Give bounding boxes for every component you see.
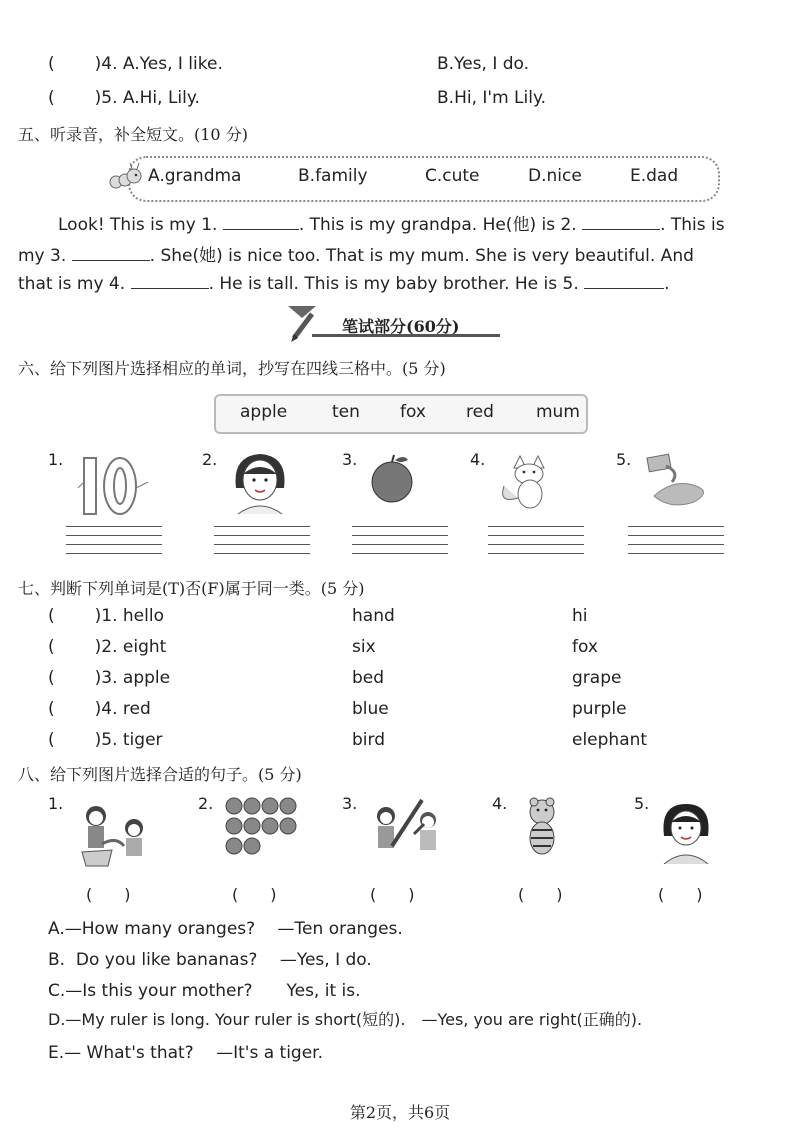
judge-row-1-word-2: hand <box>352 606 395 626</box>
pic-number-3: 3. <box>342 450 358 469</box>
judge-row-4: ( )4. red <box>48 699 151 719</box>
judge-row-4-word-3: purple <box>572 699 627 719</box>
sentence-a: A.—How many oranges? —Ten oranges. <box>48 919 403 939</box>
item-4-option-b: B.Yes, I do. <box>437 54 530 74</box>
pic8-number-2: 2. <box>198 794 214 813</box>
pic-number-2: 2. <box>202 450 218 469</box>
passage-line-1: Look! This is my 1. . This is my grandpa. He(他) is 2. . This is <box>58 215 725 235</box>
sentence-d: D.—My ruler is long. Your ruler is short(短的). —Yes, you are right(正确的). <box>48 1010 643 1029</box>
section-8-header: 八、给下列图片选择合适的句子。(5 分) <box>18 765 302 784</box>
sentence-e: E.— What's that? —It's a tiger. <box>48 1043 324 1063</box>
item-number: )5. <box>94 88 118 108</box>
writing-lines-2[interactable] <box>214 526 310 562</box>
option-e: E.dad <box>630 166 679 186</box>
option-a: A.Hi, Lily. <box>122 88 200 108</box>
judge-row-5-word-2: bird <box>352 730 385 750</box>
pic-number-5: 5. <box>616 450 632 469</box>
blank-1[interactable] <box>223 213 299 230</box>
tiger-picture <box>516 796 572 860</box>
option-d: D.nice <box>528 166 582 186</box>
section-6-header: 六、给下列图片选择相应的单词，抄写在四线三格中。(5 分) <box>18 359 446 378</box>
sentence-c: C.—Is this your mother? Yes, it is. <box>48 981 361 1001</box>
answer-paren-3[interactable]: ( ) <box>370 885 415 904</box>
writing-lines-3[interactable] <box>352 526 448 562</box>
passage-line-3: that is my 4. . He is tall. This is my baby brother. He is 5. . <box>18 274 670 294</box>
blank-2[interactable] <box>582 213 660 230</box>
writing-lines-4[interactable] <box>488 526 584 562</box>
pic8-number-4: 4. <box>492 794 508 813</box>
pic8-number-5: 5. <box>634 794 650 813</box>
item-number: )4. <box>94 54 118 74</box>
judge-row-3: ( )3. apple <box>48 668 171 688</box>
answer-paren[interactable]: ( <box>48 699 55 719</box>
word-apple: apple <box>240 402 288 422</box>
sentence-b: B. Do you like bananas? —Yes, I do. <box>48 950 372 970</box>
page-footer: 第2页，共6页 <box>349 1103 451 1122</box>
judge-row-2: ( )2. eight <box>48 637 167 657</box>
item-4 <box>48 54 223 74</box>
option-c: C.cute <box>425 166 480 186</box>
answer-paren-2[interactable]: ( ) <box>232 885 277 904</box>
option-a: A.grandma <box>148 166 242 186</box>
blank-3[interactable] <box>72 244 150 261</box>
answer-paren[interactable]: ( <box>48 730 55 750</box>
judge-row-4-word-2: blue <box>352 699 389 719</box>
mum-picture <box>228 448 292 516</box>
writing-lines-5[interactable] <box>628 526 724 562</box>
fox-picture <box>494 448 558 512</box>
judge-row-3-word-3: grape <box>572 668 622 688</box>
pic-number-4: 4. <box>470 450 486 469</box>
judge-row-5-word-3: elephant <box>572 730 648 750</box>
option-b: B.family <box>298 166 368 186</box>
writing-lines-1[interactable] <box>66 526 162 562</box>
word-ten: ten <box>332 402 360 422</box>
option-a: A.Yes, I like. <box>122 54 223 74</box>
apple-picture <box>366 452 418 504</box>
section-7-header: 七、判断下列单词是(T)否(F)属于同一类。(5 分) <box>18 579 365 598</box>
answer-paren[interactable]: ( <box>48 668 55 688</box>
section-5-header: 五、听录音，补全短文。(10 分) <box>18 125 248 144</box>
answer-paren-4[interactable]: ( ) <box>518 885 563 904</box>
judge-row-1-word-3: hi <box>572 606 588 626</box>
pic-number-1: 1. <box>48 450 64 469</box>
kids-rulers-picture <box>368 796 452 858</box>
word-red: red <box>466 402 494 422</box>
passage-line-2: my 3. . She(她) is nice too. That is my mum. She is very beautiful. And <box>18 246 694 266</box>
judge-row-2-word-2: six <box>352 637 376 657</box>
answer-paren[interactable]: ( <box>48 54 55 74</box>
answer-paren[interactable]: ( <box>48 637 55 657</box>
answer-paren[interactable]: ( <box>48 606 55 626</box>
caterpillar-icon <box>108 162 142 194</box>
judge-row-2-word-3: fox <box>572 637 598 657</box>
number-ten-picture <box>76 452 156 520</box>
pic8-number-3: 3. <box>342 794 358 813</box>
answer-paren[interactable]: ( <box>48 88 55 108</box>
word-fox: fox <box>400 402 426 422</box>
item-5-option-b: B.Hi, I'm Lily. <box>437 88 546 108</box>
item-5 <box>48 88 200 108</box>
judge-row-5: ( )5. tiger <box>48 730 163 750</box>
mother-picture <box>656 800 716 864</box>
judge-row-1: ( )1. hello <box>48 606 164 626</box>
judge-row-3-word-2: bed <box>352 668 385 688</box>
red-paint-picture <box>640 452 712 510</box>
answer-paren-1[interactable]: ( ) <box>86 885 131 904</box>
pic8-number-1: 1. <box>48 794 64 813</box>
blank-5[interactable] <box>584 272 664 289</box>
blank-4[interactable] <box>131 272 209 289</box>
girls-bananas-picture <box>72 800 164 868</box>
answer-paren-5[interactable]: ( ) <box>658 885 703 904</box>
word-mum: mum <box>536 402 580 422</box>
written-part-banner: 笔试部分(60分) <box>342 317 460 336</box>
ten-oranges-picture <box>222 796 302 860</box>
